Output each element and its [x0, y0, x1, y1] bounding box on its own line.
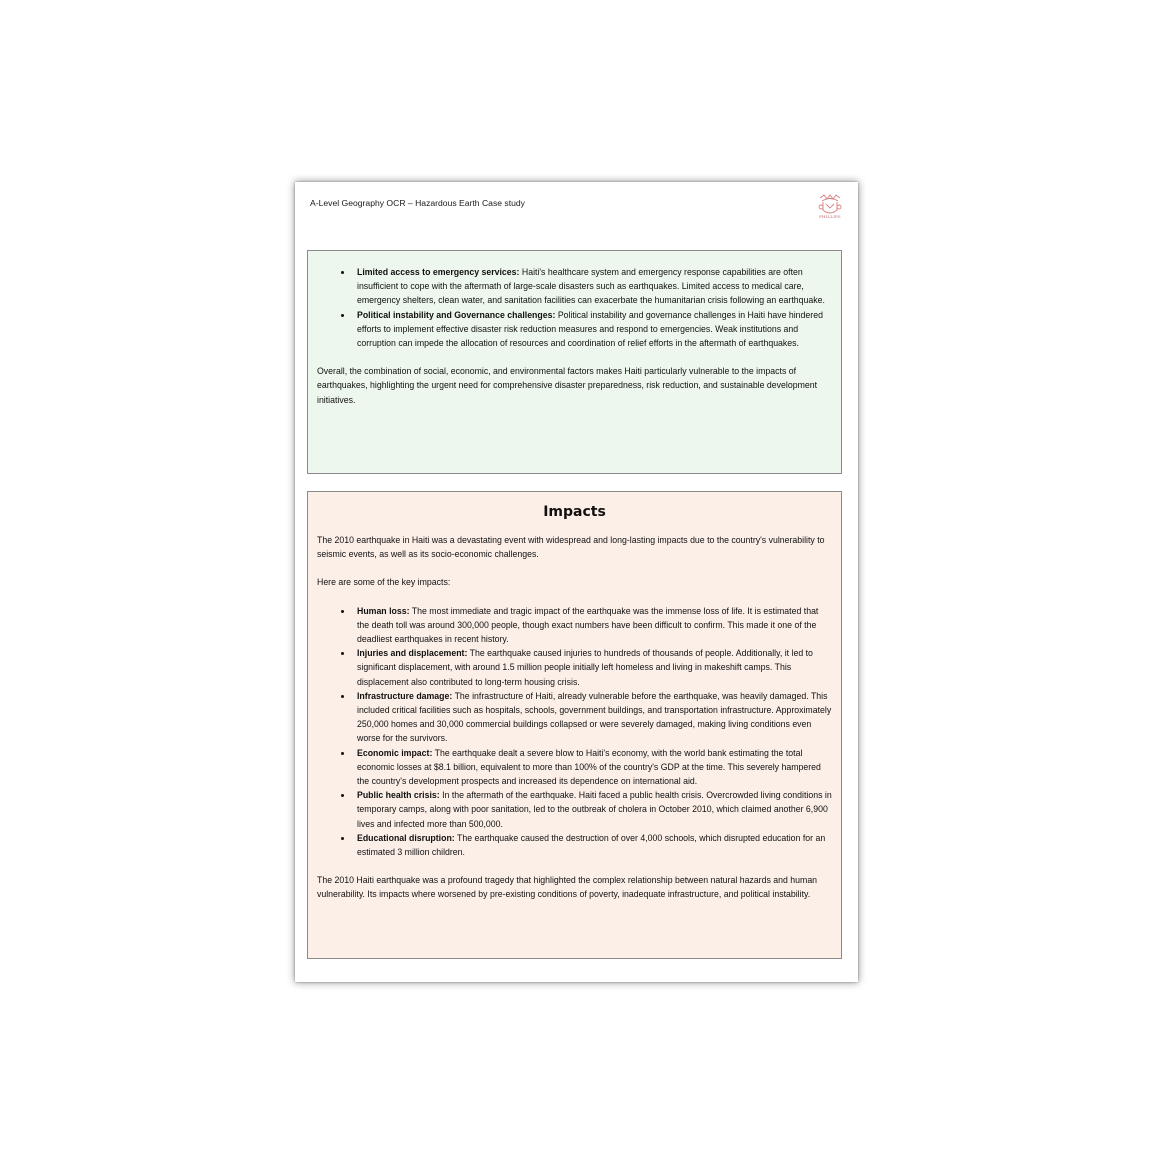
bullet-text: Haiti's healthcare system and emergency response capabilities are often insufficient to cope with the aftermath of large-scale disasters such as earthquakes. Limited access to medical care, emergency shelters, clean water, and sanitation facilities can exacerbate the humanitarian crisis following an earthquake. [357, 267, 825, 306]
vulnerability-conclusion: Overall, the combination of social, economic, and environmental factors makes Haiti particularly vulnerable to the impacts of earthquakes, highlighting the urgent need for comprehensive disaster preparedness, risk reduction, and sustainable development initiatives. [317, 366, 818, 405]
list-item [353, 308, 832, 351]
impacts-lead: Here are some of the key impacts: [317, 577, 451, 588]
bullet-heading: Political instability and Governance challenges: [357, 309, 556, 320]
vulnerability-list [317, 265, 832, 350]
bullet-heading: Public health crisis: [357, 790, 440, 801]
bullet-text: In the aftermath of the earthquake. Haiti faced a public health crisis. Overcrowded living conditions in temporary camps, along with poor sanitation, led to the outbreak of cholera in October 2010, which claimed another 6,900 lives and infected more than 500,000. [357, 790, 832, 829]
list-item [353, 788, 832, 831]
bullet-text: The earthquake caused injuries to hundreds of thousands of people. Additionally, it led to significant displacement, with around 1.5 million people initially left homeless and living in makeshift camps. This displacement also contributed to long-term housing crisis. [357, 648, 813, 687]
bullet-heading: Economic impact: [357, 747, 433, 758]
bullet-heading: Human loss: [357, 605, 410, 616]
impacts-box [307, 491, 842, 959]
vulnerability-box [307, 250, 842, 474]
bullet-text: Political instability and governance challenges in Haiti have hindered efforts to implement effective disaster risk reduction measures and respond to emergencies. Weak institutions and corruption can impede the allocation of resources and coordination of relief efforts in the aftermath of earthquakes. [357, 309, 823, 349]
bullet-text: The earthquake caused the destruction of over 4,000 schools, which disrupted education for an estimated 3 million children. [357, 832, 826, 858]
list-item [353, 265, 832, 308]
impacts-list [317, 604, 832, 860]
page-header-title: A-Level Geography OCR – Hazardous Earth Case study [310, 198, 525, 208]
bullet-heading: Injuries and displacement: [357, 648, 468, 659]
impacts-intro: The 2010 earthquake in Haiti was a devastating event with widespread and long-lasting impacts due to the country's vulnerability to seismic events, as well as its socio-economic challenges. [317, 535, 825, 560]
list-item [353, 689, 832, 746]
document-page [295, 182, 858, 982]
list-item [353, 646, 832, 689]
bullet-heading: Infrastructure damage: [357, 690, 453, 701]
bullet-heading: Educational disruption: [357, 832, 455, 843]
list-item [353, 831, 832, 859]
logo-text: PHILLIPS [819, 214, 841, 219]
list-item [353, 604, 832, 647]
bullet-text: The infrastructure of Haiti, already vulnerable before the earthquake, was heavily damaged. This included critical facilities such as hospitals, schools, government buildings, and transportation infrastructure. Approximately 250,000 homes and 30,000 commercial buildings collapsed or were severely damaged, making living conditions even worse for the survivors. [357, 690, 832, 744]
bullet-heading: Limited access to emergency services: [357, 267, 520, 277]
bullet-text: The most immediate and tragic impact of the earthquake was the immense loss of life. It is estimated that the death toll was around 300,000 people, though exact numbers have been difficult to confirm. This made it one of the deadliest earthquakes in recent history. [357, 605, 819, 645]
bullet-text: The earthquake dealt a severe blow to Haiti's economy, with the world bank estimating the total economic losses at $8.1 billion, equivalent to more than 100% of the country's GDP at the time. This severely hampered the country's development prospects and increased its dependence on international aid. [357, 747, 821, 787]
impacts-conclusion: The 2010 Haiti earthquake was a profound tragedy that highlighted the complex relationship between natural hazards and human vulnerability. Its impacts where worsened by pre-existing conditions of poverty, inadequate infrastructure, and political instability. [317, 875, 818, 900]
list-item [353, 746, 832, 789]
impacts-title: Impacts [543, 504, 606, 520]
